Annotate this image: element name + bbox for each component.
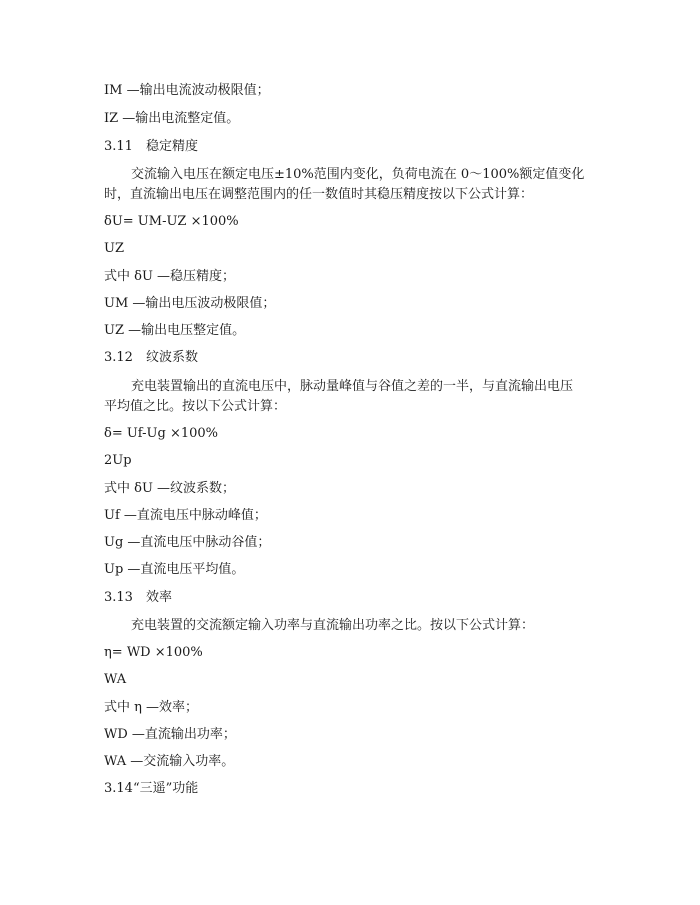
paragraph-line: 充电装置输出的直流电压中，脉动量峰值与谷值之差的一半，与直流输出电压 xyxy=(131,379,574,394)
section-title: 稳定精度 xyxy=(146,139,199,154)
formula-line: η= WD ×100% xyxy=(104,645,203,660)
section-title: 效率 xyxy=(146,590,173,605)
formula-line: δ= Uf-Ug ×100% xyxy=(104,426,219,441)
definition-line: 式中 δU —稳压精度； xyxy=(104,269,236,284)
definition-line: Uf —直流电压中脉动峰值； xyxy=(104,508,267,523)
text-line-im: IM —输出电流波动极限值； xyxy=(104,83,270,98)
paragraph-line: 充电装置的交流额定输入功率与直流输出功率之比。按以下公式计算： xyxy=(131,618,535,633)
section-title: 纹波系数 xyxy=(146,350,199,365)
definition-line: 式中 η —效率； xyxy=(104,700,199,715)
definition-line: UZ —输出电压整定值。 xyxy=(104,323,246,338)
formula-denominator: 2Up xyxy=(104,453,132,468)
definition-line: UM —输出电压波动极限值； xyxy=(104,296,276,311)
definition-line: Up —直流电压平均值。 xyxy=(104,562,245,577)
formula-line: δU= UM-UZ ×100% xyxy=(104,214,239,229)
definition-line: 式中 δU —纹波系数； xyxy=(104,481,236,496)
paragraph-line: 时，直流输出电压在调整范围内的任一数值时其稳压精度按以下公式计算： xyxy=(104,187,534,202)
paragraph-line: 交流输入电压在额定电压±10%范围内变化，负荷电流在 0～100%额定值变化 xyxy=(131,167,585,182)
section-heading-3-11 xyxy=(104,138,198,156)
paragraph-line: 平均值之比。按以下公式计算： xyxy=(104,399,287,414)
section-heading-3-13 xyxy=(104,589,172,607)
formula-denominator: UZ xyxy=(104,241,124,256)
formula-denominator: WA xyxy=(104,672,127,687)
section-number: 3.13 xyxy=(104,590,133,605)
text-line-iz: IZ —输出电流整定值。 xyxy=(104,111,240,126)
section-number: 3.12 xyxy=(104,350,133,365)
definition-line: WD —直流输出功率； xyxy=(104,727,236,742)
definition-line: Ug —直流电压中脉动谷值； xyxy=(104,535,271,550)
section-heading-3-14: 3.14“三遥”功能 xyxy=(104,781,199,796)
section-number: 3.11 xyxy=(104,139,133,154)
section-heading-3-12 xyxy=(104,349,198,367)
definition-line: WA —交流输入功率。 xyxy=(104,754,235,769)
